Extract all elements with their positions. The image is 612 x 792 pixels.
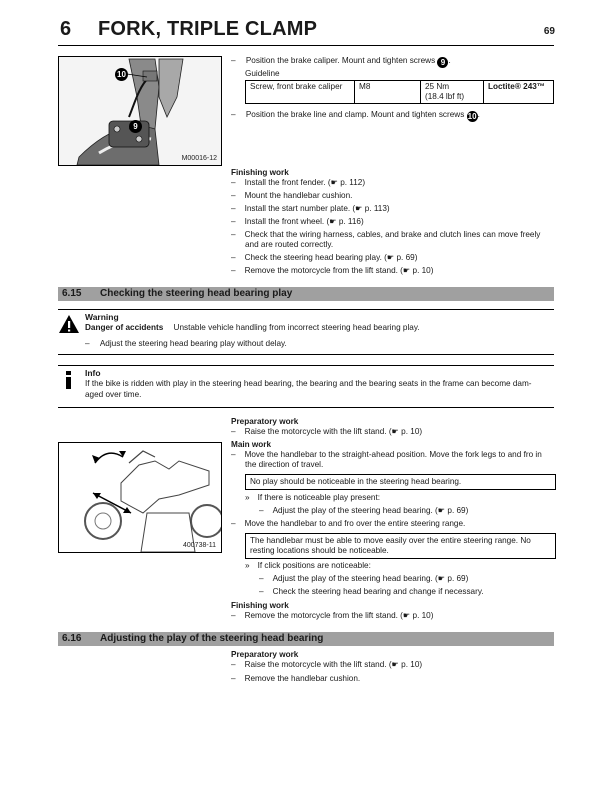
info-text-1: If the bike is ridden with play in the steering head bearing, the bearing and the bearing seats in the frame can become dam- — [85, 379, 532, 388]
warning-action — [85, 339, 287, 349]
info-text-2: aged over time. — [85, 390, 142, 399]
warning-danger — [85, 323, 420, 333]
finishing-item — [231, 230, 540, 240]
arrow: » — [245, 561, 250, 570]
figure-steering — [58, 442, 222, 553]
dash: – — [231, 230, 236, 239]
warning-icon — [58, 314, 80, 334]
main-item-1 — [231, 450, 542, 460]
chapter-title: FORK, TRIPLE CLAMP — [98, 18, 318, 40]
finishing-item — [231, 204, 390, 214]
finishing-item-2 — [231, 611, 433, 621]
step-text: Position the brake caliper. Mount and tighten screws — [245, 56, 436, 65]
dash: – — [231, 217, 236, 226]
figure-fork-brake — [58, 56, 222, 166]
dash: – — [231, 178, 236, 187]
fork-brake-illustration — [59, 57, 221, 165]
text: Move the handlebar to the straight-ahead position. Move the fork legs to and fro in — [244, 450, 542, 459]
dash: – — [259, 574, 264, 583]
warning-top-rule — [58, 309, 554, 310]
section-title: Checking the steering head bearing play — [100, 288, 293, 299]
spec-torque — [421, 81, 484, 104]
warning-box — [58, 309, 554, 355]
spec-box-steering-range — [245, 533, 556, 559]
dash: – — [231, 427, 236, 436]
text: Move the handlebar to and fro over the entire steering range. — [244, 519, 466, 528]
finishing-item — [231, 266, 433, 276]
info-box — [58, 365, 554, 408]
text: Install the start number plate. (☛ p. 113) — [244, 204, 390, 213]
dash: – — [259, 587, 264, 596]
danger-text: Unstable vehicle handling from incorrect steering head bearing play. — [173, 323, 420, 332]
callout-10-inline: 10 — [467, 112, 477, 121]
dash: – — [231, 611, 236, 620]
text: Remove the handlebar cushion. — [244, 674, 361, 683]
spec-threadlocker: Loctite® 243™ — [484, 81, 554, 104]
text: If there is noticeable play present: — [257, 493, 380, 502]
arrow: » — [245, 493, 250, 502]
torque-lbf: (18.4 lbf ft) — [425, 92, 465, 101]
condition-1 — [245, 493, 380, 503]
text: Check the steering head bearing play. (☛ p. 69) — [244, 253, 418, 262]
dash: – — [231, 253, 236, 262]
preparatory-item — [231, 427, 422, 437]
chapter-number: 6 — [60, 18, 72, 40]
finishing-item — [231, 253, 417, 263]
dash: – — [231, 660, 236, 669]
preparatory-heading: Preparatory work — [231, 417, 299, 426]
figure-id: 400738-11 — [183, 542, 216, 549]
text: Mount the handlebar cushion. — [244, 191, 353, 200]
step-dash: – — [231, 110, 236, 119]
info-label: Info — [85, 368, 101, 378]
preparatory-item-616-2 — [231, 674, 360, 684]
page-number: 69 — [543, 26, 555, 37]
condition-2-action-2 — [259, 587, 484, 597]
section-bar-6-15 — [58, 287, 554, 301]
text: Adjust the play of the steering head bearing. (☛ p. 69) — [272, 506, 469, 515]
text: Remove the motorcycle from the lift stand. (☛ p. 10) — [244, 266, 434, 275]
info-icon — [63, 371, 75, 389]
spec-box-no-play: No play should be noticeable in the steering head bearing. — [245, 474, 556, 490]
guideline-label: Guideline — [245, 69, 280, 78]
text: If click positions are noticeable: — [257, 561, 371, 570]
finishing-item — [231, 191, 352, 201]
text: Install the front fender. (☛ p. 112) — [244, 178, 366, 187]
section-bar-6-16 — [58, 632, 554, 646]
torque-nm: 25 Nm — [425, 82, 450, 91]
text: Adjust the steering head bearing play without delay. — [99, 339, 287, 348]
dash: – — [231, 674, 236, 683]
finishing-heading-2: Finishing work — [231, 601, 289, 610]
warning-label: Warning — [85, 312, 119, 322]
spec-table — [245, 80, 554, 104]
finishing-item — [231, 217, 364, 227]
finishing-item-cont: and are routed correctly. — [245, 240, 334, 249]
text: Check that the wiring harness, cables, and brake and clutch lines can move freely — [244, 230, 541, 239]
step-text: Position the brake line and clamp. Mount and tighten screws — [245, 110, 465, 119]
finishing-work-heading: Finishing work — [231, 168, 289, 177]
text: Install the front wheel. (☛ p. 116) — [244, 217, 364, 226]
condition-2-action-1 — [259, 574, 468, 584]
main-work-heading: Main work — [231, 440, 272, 449]
callout-9-inline: 9 — [437, 57, 448, 68]
step-position-brake-line: – Position the brake line and clamp. Mount and tighten screws 10. — [231, 110, 480, 121]
text: Check the steering head bearing and change if necessary. — [272, 587, 484, 596]
dash: – — [231, 204, 236, 213]
info-top-rule — [58, 365, 554, 366]
danger-label: Danger of accidents — [85, 323, 164, 332]
section-number: 6.16 — [62, 633, 82, 644]
text: Remove the motorcycle from the lift stand. (☛ p. 10) — [244, 611, 434, 620]
text: Adjust the play of the steering head bearing. (☛ p. 69) — [272, 574, 469, 583]
dash: – — [231, 191, 236, 200]
spec-thread: M8 — [355, 81, 421, 104]
dash: – — [85, 339, 90, 348]
figure-id: M00016-12 — [181, 155, 217, 162]
main-item-1-cont: the direction of travel. — [245, 460, 324, 469]
section-title: Adjusting the play of the steering head bearing — [100, 633, 324, 644]
condition-1-action — [259, 506, 468, 516]
finishing-item — [231, 178, 365, 188]
preparatory-heading-616: Preparatory work — [231, 650, 299, 659]
preparatory-item-616-1 — [231, 660, 422, 670]
main-item-2 — [231, 519, 465, 529]
dash: – — [231, 450, 236, 459]
spec-name: Screw, front brake caliper — [246, 81, 355, 104]
steering-illustration — [59, 443, 221, 552]
text: Raise the motorcycle with the lift stand. (☛ p. 10) — [244, 427, 423, 436]
header-rule — [58, 45, 554, 46]
dash: – — [231, 266, 236, 275]
condition-2 — [245, 561, 371, 571]
box-line: The handlebar must be able to move easily over the entire steering range. No — [250, 536, 531, 545]
dash: – — [259, 506, 264, 515]
callout-10: 10 — [115, 68, 128, 81]
dash: – — [231, 519, 236, 528]
step-position-caliper: – Position the brake caliper. Mount and tighten screws 9 . — [231, 56, 451, 67]
section-number: 6.15 — [62, 288, 82, 299]
step-dash: – — [231, 56, 236, 65]
box-line: resting locations should be noticeable. — [250, 546, 389, 555]
text: Raise the motorcycle with the lift stand. (☛ p. 10) — [244, 660, 423, 669]
callout-9: 9 — [129, 120, 142, 133]
